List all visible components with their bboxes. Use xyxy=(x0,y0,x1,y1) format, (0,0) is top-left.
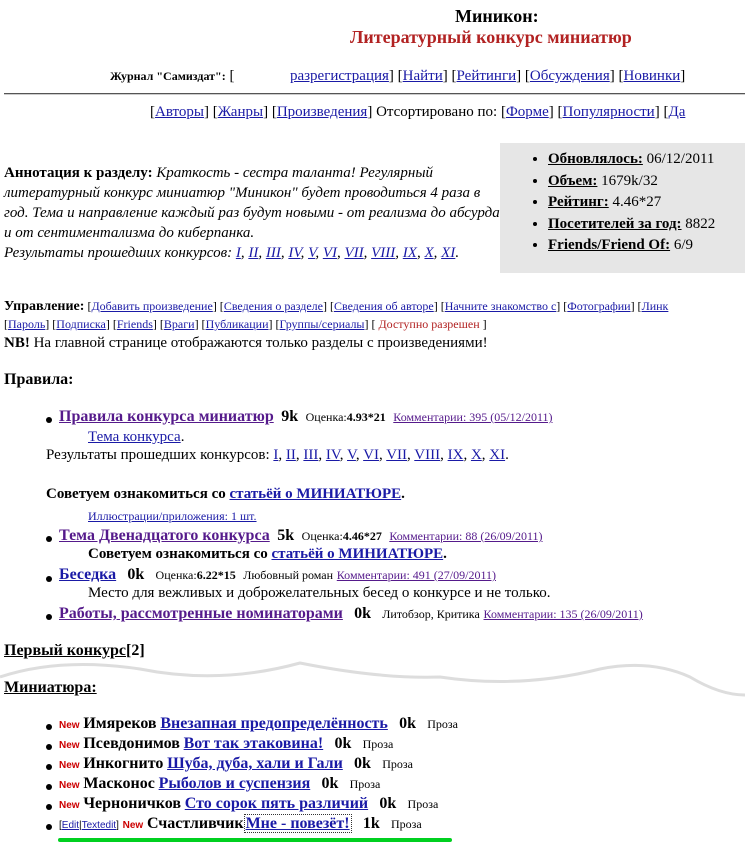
work-title[interactable]: Сто сорок пять различий xyxy=(184,795,369,812)
miniature-heading: Миниатюра: xyxy=(4,679,97,696)
sort-form-link[interactable]: Форме xyxy=(505,104,549,120)
works-link[interactable]: Произведения xyxy=(276,104,368,120)
links-link[interactable]: Линк xyxy=(641,299,669,313)
work-author: Черноничков xyxy=(83,795,181,812)
management-bar: Управление: [Добавить произведение] [Сведения о разделе] [Сведения об авторе] [Начните знакомство с] [Фотографии] [Линк xyxy=(4,299,669,314)
first-contest-heading: Первый конкурс[2] xyxy=(4,642,145,659)
bullet xyxy=(46,824,52,830)
theme12-title[interactable]: Тема Двенадцатого конкурса xyxy=(59,527,270,544)
results-label: Результаты прошедших конкурсов: xyxy=(4,245,233,261)
result-6-link[interactable]: VI xyxy=(363,447,379,463)
rules-item: Правила конкурса миниатюр 9k Оценка:4.93*21 Комментарии: 395 (05/12/2011) xyxy=(59,408,553,425)
work-title[interactable]: Шуба, дуба, хали и Гали xyxy=(167,755,343,772)
list-item: New Масконос Рыболов и суспензия 0k Проза xyxy=(59,775,381,792)
result-11-link[interactable]: XI xyxy=(441,245,456,261)
publications-link[interactable]: Публикации xyxy=(205,317,269,331)
list-item: New Псевдонимов Вот так этаковина! 0k Проза xyxy=(59,735,394,752)
find-link[interactable]: Найти xyxy=(402,68,443,84)
enemies-link[interactable]: Враги xyxy=(163,317,195,331)
annotation-lead: Краткость - сестра таланта! xyxy=(156,165,356,181)
list-item: New Имяреков Внезапная предопределённость 0k Проза xyxy=(59,715,458,732)
torn-edge-decoration xyxy=(0,655,745,715)
result-7-link[interactable]: VII xyxy=(344,245,364,261)
new-badge: New xyxy=(59,800,80,811)
sort-date-link[interactable]: Да xyxy=(668,104,686,120)
result-2-link[interactable]: II xyxy=(248,245,259,261)
result-10-link[interactable]: X xyxy=(424,245,434,261)
rules-item: Тема Двенадцатого конкурса 5k Оценка:4.46*27 Комментарии: 88 (26/09/2011) xyxy=(59,527,543,544)
work-title[interactable]: Рыболов и суспензия xyxy=(158,775,311,792)
work-author: Имяреков xyxy=(83,715,157,732)
management-label: Управление: xyxy=(4,299,85,314)
ratings-link[interactable]: Рейтинги xyxy=(456,68,517,84)
unregister-link[interactable]: разрегистрация xyxy=(289,68,389,84)
bracket: [ xyxy=(229,68,235,84)
bullet xyxy=(46,744,52,750)
work-author: Масконос xyxy=(83,775,155,792)
result-3-link[interactable]: III xyxy=(265,245,281,261)
sorted-label: Отсортировано по: xyxy=(376,104,498,120)
info-updated: • Обновлялось: 06/12/2011 xyxy=(548,149,745,171)
subscription-link[interactable]: Подписка xyxy=(56,317,106,331)
result-4-link[interactable]: IV xyxy=(325,447,340,463)
annotation-text: Регулярный литературный конкурс миниатюр "Миникон" будет проводиться 4 раза в год. Тема и направление каждый раз будут новыми - от реализма до абсурда и от сентиментализма до киберпанка. xyxy=(4,165,500,241)
work-title[interactable]: Вот так этаковина! xyxy=(183,735,324,752)
info-friends[interactable]: • Friends/Friend Of: 6/9 xyxy=(548,235,745,257)
result-5-link[interactable]: V xyxy=(347,447,356,463)
result-1-link[interactable]: I xyxy=(235,245,241,261)
sort-bar: [Авторы] [Жанры] [Произведения] Отсортировано по: [Форме] [Популярности] [Да xyxy=(150,104,686,120)
rules-item: Беседка 0k Оценка:6.22*15 Любовный роман Комментарии: 491 (27/09/2011) xyxy=(59,566,496,583)
highlight-underline xyxy=(58,838,452,842)
authors-link[interactable]: Авторы xyxy=(155,104,204,120)
genres-link[interactable]: Жанры xyxy=(217,104,264,120)
news-link[interactable]: Новинки xyxy=(623,68,681,84)
work-author: Инкогнито xyxy=(83,755,164,772)
rules-comments-link[interactable]: Комментарии: 395 (05/12/2011) xyxy=(393,410,553,424)
advice-line-2: Советуем ознакомиться со статьёй о МИНИАТЮРЕ. xyxy=(88,546,447,562)
groups-link[interactable]: Группы/сериалы xyxy=(279,317,365,331)
add-work-link[interactable]: Добавить произведение xyxy=(91,299,213,313)
work-title[interactable]: Внезапная предопределённость xyxy=(160,715,388,732)
site-title: Миникон: xyxy=(455,6,539,26)
theme-line: Тема конкурса. xyxy=(88,429,185,445)
access-status: Доступно разрешен xyxy=(378,317,480,331)
rules-results-line: Результаты прошедших конкурсов: I, II, III, IV, V, VI, VII, VIII, IX, X, XI. xyxy=(46,447,509,463)
info-rating: • Рейтинг: 4.46*27 xyxy=(548,192,745,214)
result-8-link[interactable]: VIII xyxy=(414,447,441,463)
bullet xyxy=(46,576,52,582)
theme12-comments-link[interactable]: Комментарии: 88 (26/09/2011) xyxy=(389,529,543,543)
result-9-link[interactable]: IX xyxy=(447,447,464,463)
results-links: I, II, III, IV, V, VI, VII, VIII, IX, X, XI. xyxy=(235,245,460,261)
new-badge: New xyxy=(59,780,80,791)
first-contest-link[interactable]: Первый конкурс xyxy=(4,642,127,659)
beseda-title[interactable]: Беседка xyxy=(59,566,117,583)
result-3-link[interactable]: III xyxy=(303,447,319,463)
list-item: New Инкогнито Шуба, дуба, хали и Гали 0k Проза xyxy=(59,755,413,772)
edit-link[interactable]: Edit xyxy=(61,820,80,831)
discussions-link[interactable]: Обсуждения xyxy=(529,68,610,84)
bullet xyxy=(46,764,52,770)
bullet xyxy=(46,536,52,542)
new-badge: New xyxy=(59,740,80,751)
section-info-link[interactable]: Сведения о разделе xyxy=(223,299,323,313)
result-10-link[interactable]: X xyxy=(470,447,482,463)
author-info-link[interactable]: Сведения об авторе xyxy=(333,299,434,313)
rules-item: Работы, рассмотренные номинаторами 0k Литобзор, Критика Комментарии: 135 (26/09/2011) xyxy=(59,605,643,622)
new-badge: New xyxy=(122,820,144,831)
annotation-label: Аннотация к разделу: xyxy=(4,165,153,181)
bullet xyxy=(46,804,52,810)
journal-label: Журнал "Самиздат": xyxy=(110,69,226,83)
divider xyxy=(4,93,745,95)
section-annotation xyxy=(4,163,500,263)
advice-line: Советуем ознакомиться со статьёй о МИНИАТЮРЕ. xyxy=(46,486,405,502)
journal-bar: Журнал "Самиздат": [ разрегистрация] [Найти] [Рейтинги] [Обсуждения] [Новинки] xyxy=(110,68,686,84)
new-badge: New xyxy=(59,760,80,771)
page-subtitle: Литературный конкурс миниатюр xyxy=(350,27,632,47)
textedit-link[interactable]: Textedit xyxy=(81,820,117,831)
list-item: New Черноничков Сто сорок пять различий 0k Проза xyxy=(59,795,439,812)
result-8-link[interactable]: VIII xyxy=(371,245,396,261)
nominated-works-title[interactable]: Работы, рассмотренные номинаторами xyxy=(59,605,343,622)
illustrations-link[interactable]: Иллюстрации/приложения: 1 шт. xyxy=(88,509,257,523)
bullet xyxy=(46,614,52,620)
illustrations-line xyxy=(88,509,257,524)
nb-notice: NB! На главной странице отображаются только разделы с произведениями! xyxy=(4,335,488,351)
beseda-description: Место для вежливых и доброжелательных бесед о конкурсе и не только. xyxy=(88,585,551,601)
bullet xyxy=(46,784,52,790)
result-1-link[interactable]: I xyxy=(273,447,279,463)
result-11-link[interactable]: XI xyxy=(489,447,506,463)
result-9-link[interactable]: IX xyxy=(402,245,417,261)
result-6-link[interactable]: VI xyxy=(322,245,337,261)
info-volume: • Объем: 1679k/32 xyxy=(548,171,745,193)
photos-link[interactable]: Фотографии xyxy=(567,299,631,313)
work-title[interactable]: Мне - повезёт! xyxy=(245,815,350,832)
sort-popularity-link[interactable]: Популярности xyxy=(562,104,655,120)
article-link[interactable]: статьёй о МИНИАТЮРЕ xyxy=(229,486,402,502)
list-item: [Edit|Textedit] New Счастливчик Мне - повезёт! 1k Проза xyxy=(59,815,422,832)
rules-heading: Правила: xyxy=(4,371,74,388)
work-author: Псевдонимов xyxy=(83,735,180,752)
result-2-link[interactable]: II xyxy=(285,447,296,463)
result-7-link[interactable]: VII xyxy=(386,447,408,463)
start-acquaintance-link[interactable]: Начните знакомство с xyxy=(444,299,557,313)
bullet xyxy=(46,417,52,423)
work-author: Счастливчик xyxy=(146,815,244,832)
new-badge: New xyxy=(59,720,80,731)
rules-item-title[interactable]: Правила конкурса миниатюр xyxy=(59,408,274,425)
password-link[interactable]: Пароль xyxy=(8,317,46,331)
beseda-comments-link[interactable]: Комментарии: 491 (27/09/2011) xyxy=(336,568,496,582)
theme-link[interactable]: Тема конкурса xyxy=(88,429,181,445)
article-link-2[interactable]: статьёй о МИНИАТЮРЕ xyxy=(271,546,444,562)
result-4-link[interactable]: IV xyxy=(288,245,301,261)
friends-link[interactable]: Friends xyxy=(116,317,153,331)
result-5-link[interactable]: V xyxy=(308,245,316,261)
section-info-box xyxy=(500,143,745,273)
bullet xyxy=(46,724,52,730)
info-visitors: • Посетителей за год: 8822 xyxy=(548,214,745,236)
management-bar-2: [Пароль] [Подписка] [Friends] [Враги] [Публикации] [Группы/сериалы] [ Доступно разрешен ] xyxy=(4,317,487,331)
nominated-comments-link[interactable]: Комментарии: 135 (26/09/2011) xyxy=(483,607,643,621)
